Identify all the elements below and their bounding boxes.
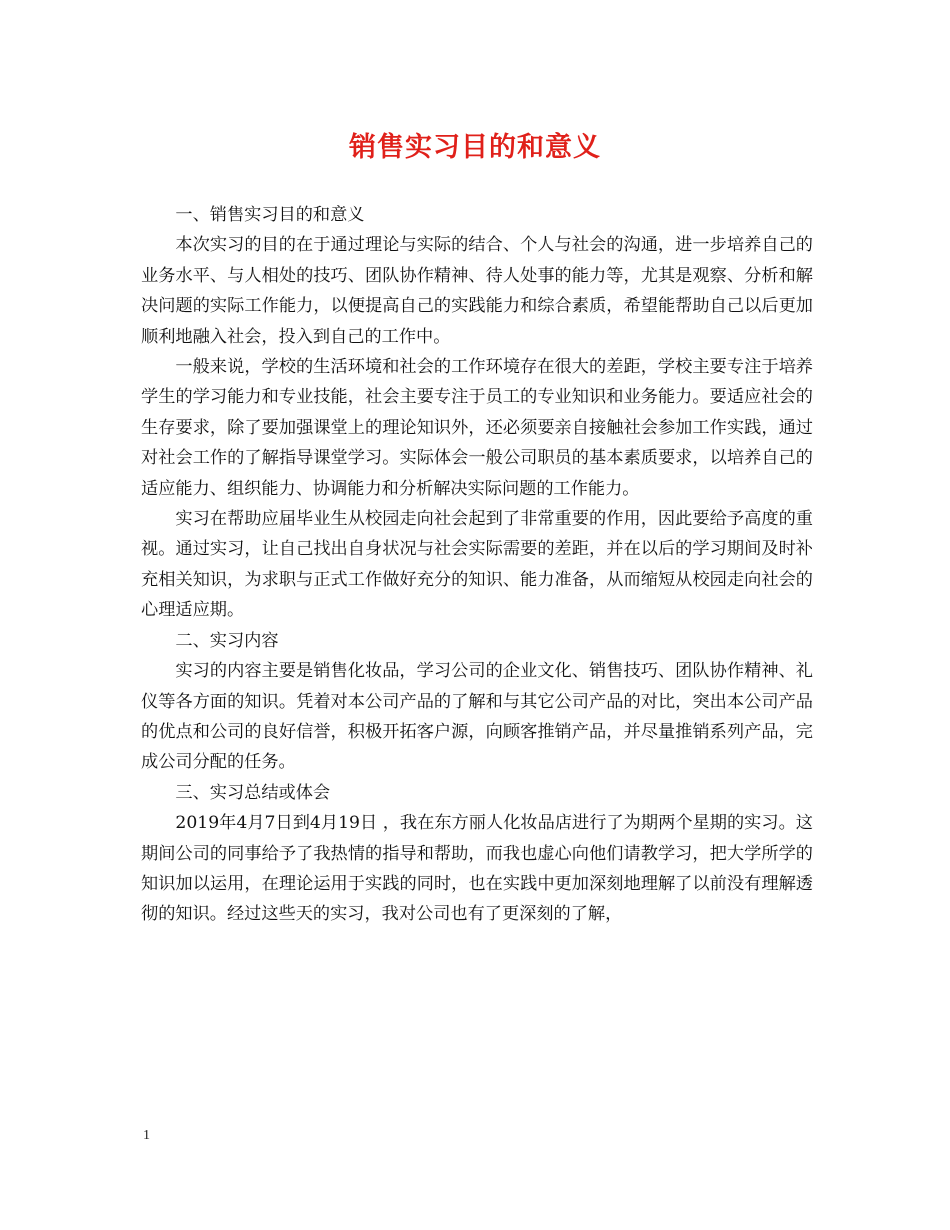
paragraph: 实习在帮助应届毕业生从校园走向社会起到了非常重要的作用，因此要给予高度的重视。通过实习，让自己找出自身状况与社会实际需要的差距，并在以后的学习期间及时补充相关知识，为求职与正式工作做好充分的知识、能力准备，从而缩短从校园走向社会的心理适应期。 — [141, 509, 813, 621]
paragraph: 一般来说，学校的生活环境和社会的工作环境存在很大的差距，学校主要专注于培养学生的学习能力和专业技能，社会主要专注于员工的专业知识和业务能力。要适应社会的生存要求，除了要加强课堂上的理论知识外，还必须要亲自接触社会参加工作实践，通过对社会工作的了解指导课堂学习。实际体会一般公司职员的基本素质要求，以培养自己的适应能力、组织能力、协调能力和分析解决实际问题的工作能力。 — [141, 357, 813, 499]
document-body — [141, 200, 813, 930]
section-heading-1: 一、销售实习目的和意义 — [175, 205, 365, 225]
document-title: 销售实习目的和意义 — [349, 132, 601, 163]
page-number: 1 — [143, 1128, 150, 1143]
section-heading-2: 二、实习内容 — [175, 630, 279, 651]
section-heading-3: 三、实习总结或体会 — [175, 782, 331, 803]
paragraph: 2019年4月7日到4月19日 ，我在东方丽人化妆品店进行了为期两个星期的实习。这期间公司的同事给予了我热情的指导和帮助，而我也虚心向他们请教学习，把大学所学的知识加以运用，在理论运用于实践的同时，也在实践中更加深刻地理解了以前没有理解透彻的知识。经过这些天的实习，我对公司也有了更深刻的了解， — [141, 813, 813, 925]
paragraph: 实习的内容主要是销售化妆品，学习公司的企业文化、销售技巧、团队协作精神、礼仪等各方面的知识。凭着对本公司产品的了解和与其它公司产品的对比，突出本公司产品的优点和公司的良好信誉，积极开拓客户源，向顾客推销产品，并尽量推销系列产品，完成公司分配的任务。 — [141, 661, 813, 773]
paragraph: 本次实习的目的在于通过理论与实际的结合、个人与社会的沟通，进一步培养自己的业务水平、与人相处的技巧、团队协作精神、待人处事的能力等，尤其是观察、分析和解决问题的实际工作能力，以便提高自己的实践能力和综合素质，希望能帮助自己以后更加顺利地融入社会，投入到自己的工作中。 — [141, 235, 813, 347]
